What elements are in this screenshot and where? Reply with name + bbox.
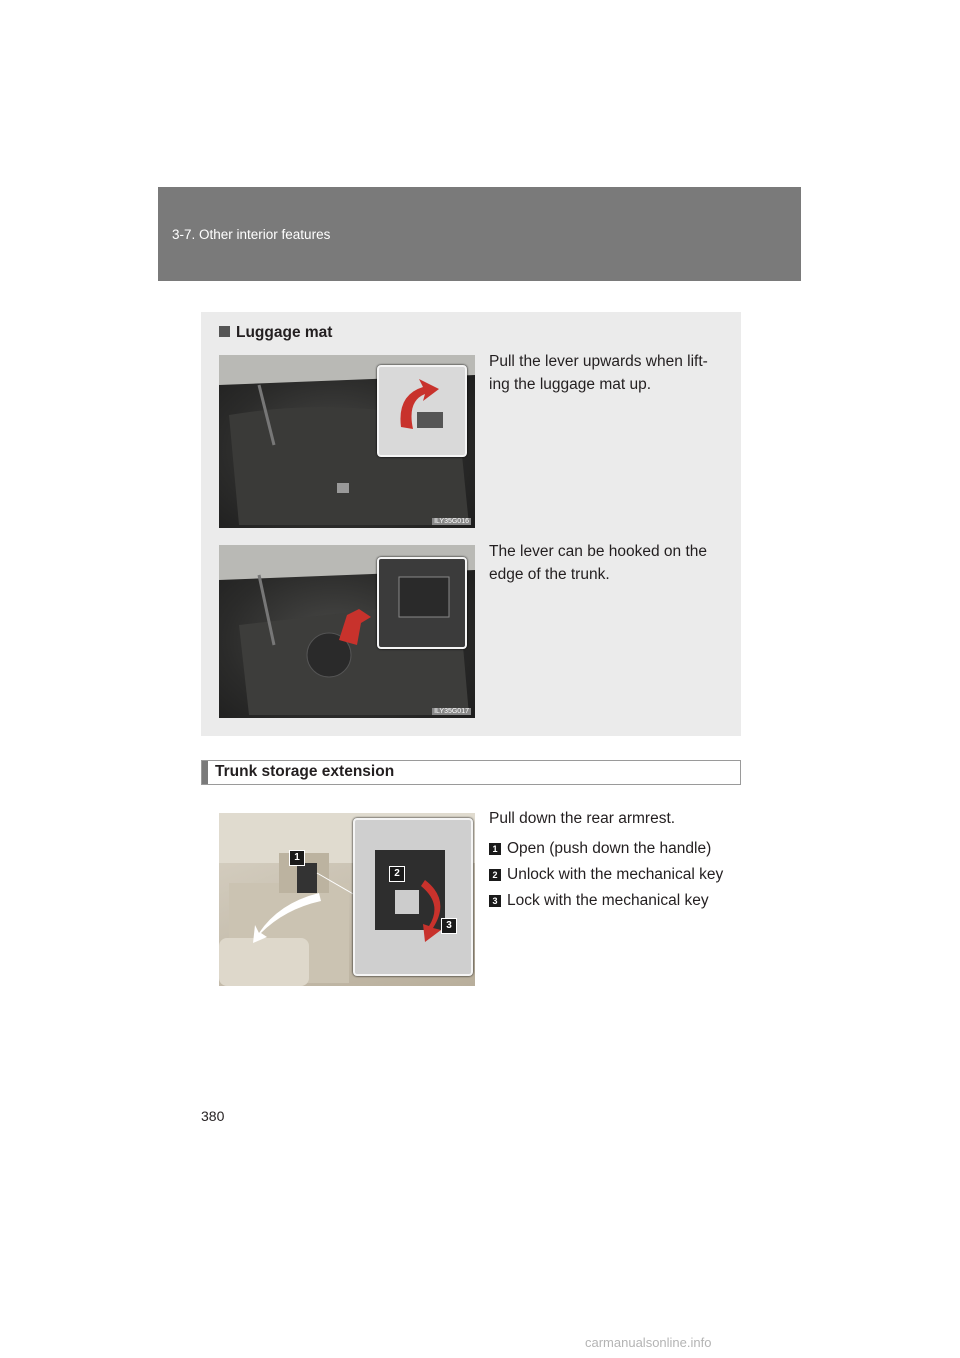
luggage-mat-heading: Luggage mat <box>219 324 332 342</box>
callout-3: 3 <box>441 918 457 934</box>
hook-detail-illustration <box>379 559 465 647</box>
luggage-mat-photo-2 <box>219 545 475 718</box>
trunk-storage-title: Trunk storage extension <box>215 763 395 780</box>
trunk-storage-section-bar <box>201 760 741 785</box>
step-1: 1 Open (push down the handle) <box>489 840 711 862</box>
page-number: 380 <box>201 1108 225 1124</box>
lock-mechanism-illustration <box>355 820 471 974</box>
watermark: carmanualsonline.info <box>585 1335 712 1350</box>
step-number-badge: 1 <box>489 843 501 855</box>
section-accent <box>202 761 208 784</box>
callout-1: 1 <box>289 850 305 866</box>
trunk-storage-intro: Pull down the rear armrest. <box>489 810 676 827</box>
section-title: 3-7. Other interior features <box>172 227 331 242</box>
step-3: 3 Lock with the mechanical key <box>489 892 709 914</box>
rear-armrest-photo <box>219 813 475 986</box>
luggage-mat-text-2: The lever can be hooked on the edge of the trunk. <box>489 543 708 583</box>
square-bullet-icon <box>219 326 230 337</box>
image-code: ILY35G017 <box>434 708 469 715</box>
luggage-mat-text-1: Pull the lever upwards when lift- ing the luggage mat up. <box>489 353 708 393</box>
luggage-mat-photo-1 <box>219 355 475 528</box>
callout-2: 2 <box>389 866 405 882</box>
armrest-lock-inset <box>353 818 473 976</box>
lever-inset <box>377 365 467 457</box>
step-number-badge: 3 <box>489 895 501 907</box>
step-number-badge: 2 <box>489 869 501 881</box>
lever-hooked-inset <box>377 557 467 649</box>
image-code: ILY35G016 <box>434 518 469 525</box>
step-2: 2 Unlock with the mechanical key <box>489 866 723 888</box>
header-band <box>158 187 801 281</box>
lever-up-arrow-icon <box>379 367 465 455</box>
